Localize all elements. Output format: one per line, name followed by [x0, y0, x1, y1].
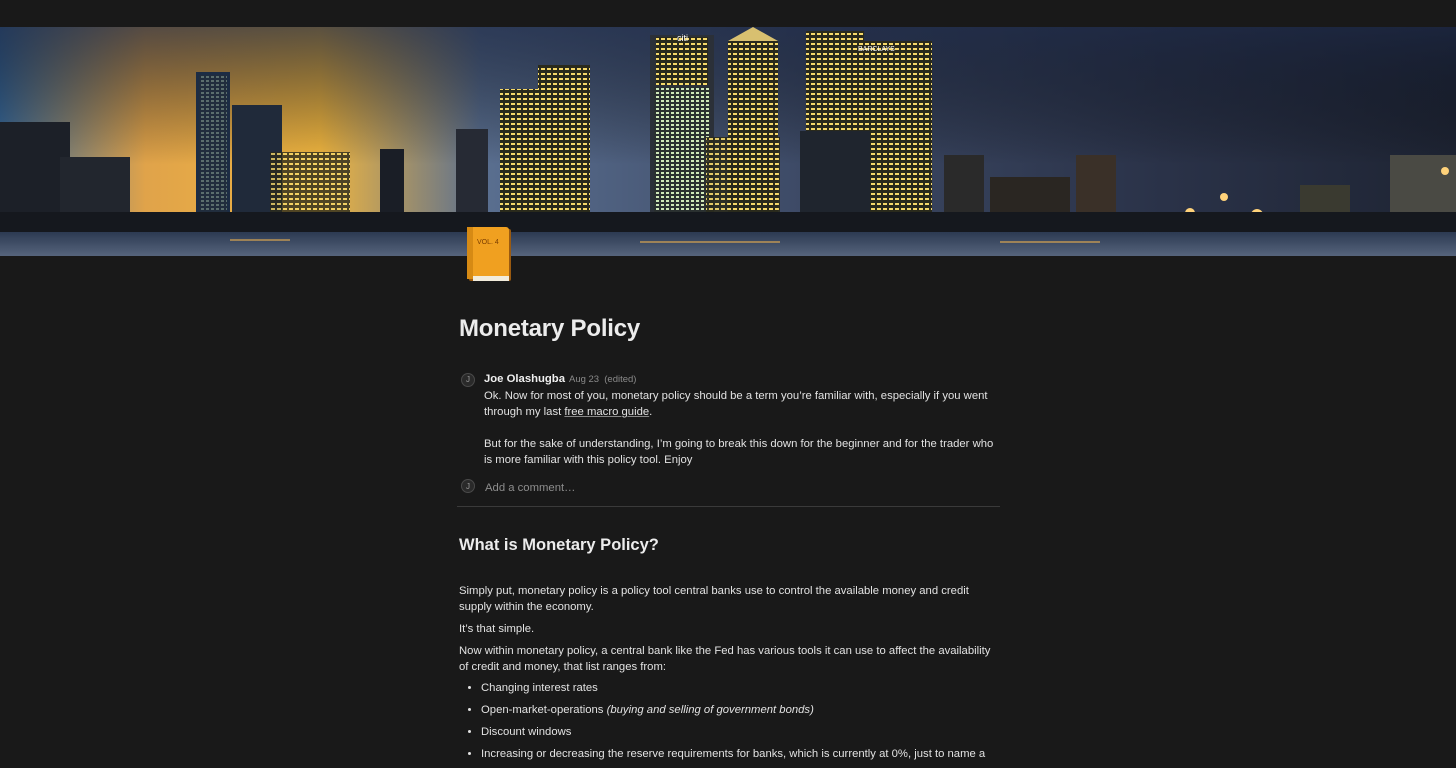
comment-paragraph-1: [484, 388, 1000, 420]
paragraph: Simply put, monetary policy is a policy tool central banks use to control the available money and credit supply within the economy.: [459, 585, 969, 613]
free-macro-guide-link[interactable]: free macro guide: [564, 406, 650, 418]
list-item: [481, 746, 1000, 762]
comment-date: Aug 23: [568, 374, 600, 385]
list-item-text: Discount windows: [481, 726, 572, 738]
list-item-note: (buying and selling of government bonds): [606, 704, 814, 716]
divider: [457, 506, 1000, 507]
comment-edited: (edited): [604, 374, 637, 385]
list-item-text: Changing interest rates: [481, 682, 598, 694]
add-comment-row: [459, 478, 1000, 496]
paragraph: It’s that simple.: [459, 623, 535, 635]
cover-sign-citi: citi: [677, 33, 688, 43]
avatar: J: [461, 479, 475, 493]
comment-paragraph-2: But for the sake of understanding, I’m going to break this down for the beginner and for the trader who is more familiar with this policy tool. Enjoy: [484, 438, 994, 466]
page-content: [459, 300, 1000, 768]
section-body: [459, 583, 1000, 762]
tools-list: [459, 680, 1000, 762]
cover-image[interactable]: [0, 27, 1456, 256]
cover-sign-barclays: BARCLAYS: [858, 46, 895, 53]
list-item: [481, 702, 1000, 718]
top-bar: [0, 0, 1456, 27]
list-item: [481, 680, 1000, 696]
paragraph: Now within monetary policy, a central bank like the Fed has various tools it can use to affect the availability of credit and money, that list ranges from:: [459, 645, 991, 673]
page-title: Monetary Policy: [459, 315, 641, 342]
list-item-text: Open-market-operations: [481, 704, 607, 716]
book-label: VOL. 4: [477, 239, 499, 246]
list-item: [481, 724, 1000, 740]
book-icon[interactable]: [463, 224, 515, 286]
comment-text: Ok. Now for most of you, monetary policy should be a term you’re familiar with, especially if you went through my last: [484, 390, 988, 418]
add-comment-input[interactable]: [485, 482, 885, 494]
section-heading: What is Monetary Policy?: [459, 536, 659, 554]
comment-author[interactable]: Joe Olashugba: [484, 373, 565, 385]
comment: [459, 371, 1000, 468]
list-item-text: Increasing or decreasing the reserve requirements for banks, which is currently at 0%, just to name a: [481, 748, 986, 760]
avatar: J: [461, 373, 475, 387]
comment-text: .: [649, 406, 653, 418]
